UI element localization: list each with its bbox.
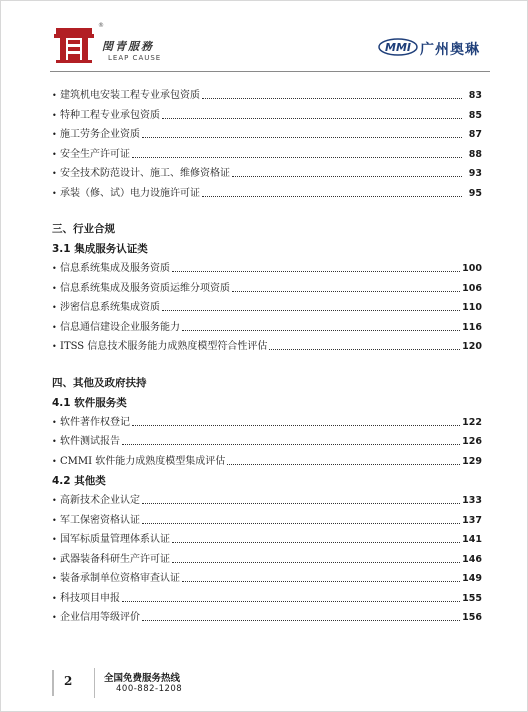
partner-logo: [378, 36, 498, 60]
toc-entry-title: 装备承制单位资格审查认证: [60, 573, 180, 584]
bullet-icon: •: [52, 535, 57, 544]
bullet-icon: •: [52, 91, 57, 100]
toc-entry-page: 83: [468, 90, 482, 101]
toc-entry-page: 133: [462, 495, 482, 506]
toc-entry-title: 科技项目申报: [60, 592, 120, 604]
toc-entry[interactable]: [52, 259, 482, 279]
hotline-number[interactable]: 400-882-1208: [116, 684, 183, 694]
subsection-heading[interactable]: 4.2 其他类: [52, 475, 106, 487]
footer-accent-bar: [52, 670, 54, 696]
dot-leader: [172, 271, 460, 272]
toc-entry-title: 安全生产许可证: [60, 148, 130, 160]
toc-group-1: [52, 86, 482, 203]
toc-entry[interactable]: [52, 569, 482, 589]
toc-entry-title: ITSS 信息技术服务能力成熟度模型符合性评估: [60, 341, 268, 352]
dot-leader: [182, 330, 460, 331]
toc-entry[interactable]: [52, 184, 482, 204]
toc-entry-page: 88: [468, 148, 482, 160]
dot-leader: [122, 444, 460, 445]
toc-entry-page: 106: [462, 282, 482, 294]
toc-entry[interactable]: [52, 106, 482, 126]
bullet-icon: •: [52, 130, 57, 139]
toc-entry[interactable]: [52, 318, 482, 338]
bullet-icon: •: [52, 149, 57, 159]
bullet-icon: •: [52, 515, 57, 525]
toc-entry[interactable]: [52, 279, 482, 299]
registered-mark: ®: [98, 22, 104, 29]
toc-entry-page: 141: [462, 534, 482, 545]
dot-leader: [162, 118, 462, 119]
partner-badge-text: MMI: [385, 41, 411, 54]
dot-leader: [202, 196, 462, 197]
toc-entry-title: 信息通信建设企业服务能力: [60, 321, 180, 333]
bullet-icon: •: [52, 169, 57, 178]
hotline-label: 全国免费服务热线: [104, 673, 181, 684]
bullet-icon: •: [52, 303, 57, 312]
toc-entry[interactable]: [52, 491, 482, 511]
subsection-heading[interactable]: 3.1 集成服务认证类: [52, 243, 148, 255]
dot-leader: [162, 310, 460, 311]
toc-entry[interactable]: [52, 432, 482, 452]
toc-entry-page: 156: [462, 612, 482, 623]
subsection-heading[interactable]: 4.1 软件服务类: [52, 396, 127, 409]
dot-leader: [142, 620, 460, 621]
dot-leader: [132, 157, 462, 158]
dot-leader: [172, 562, 460, 563]
bullet-icon: •: [52, 110, 57, 120]
toc-entry-title: 企业信用等级评价: [60, 612, 140, 623]
section-gap: [52, 357, 482, 373]
toc-entry[interactable]: [52, 608, 482, 628]
page-number: 2: [64, 674, 73, 688]
bullet-icon: •: [52, 322, 57, 332]
toc-entry-page: 85: [468, 109, 482, 121]
bullet-icon: •: [52, 437, 57, 446]
dot-leader: [269, 349, 460, 350]
page-footer: [0, 660, 528, 712]
dot-leader: [142, 503, 460, 504]
toc-entry[interactable]: [52, 164, 482, 184]
section-heading[interactable]: 四、其他及政府扶持: [52, 376, 147, 389]
toc-entry-title: 信息系统集成及服务资质运维分项资质: [60, 282, 230, 294]
bullet-icon: •: [52, 342, 57, 351]
toc-entry-title: 国军标质量管理体系认证: [60, 534, 170, 545]
header-divider: [50, 71, 490, 72]
footer-divider: [94, 668, 95, 698]
toc-entry-title: 涉密信息系统集成资质: [60, 302, 160, 313]
dot-leader: [232, 291, 460, 292]
partner-name: 广州奥琳: [420, 42, 480, 58]
toc-entry-page: 120: [462, 341, 482, 352]
toc-entry-title: 施工劳务企业资质: [60, 129, 140, 140]
bullet-icon: •: [52, 613, 57, 622]
dot-leader: [172, 542, 460, 543]
toc-entry-page: 149: [462, 573, 482, 584]
toc-entry-title: 武器装备科研生产许可证: [60, 553, 170, 565]
toc-entry[interactable]: [52, 413, 482, 433]
toc-entry[interactable]: [52, 337, 482, 357]
bullet-icon: •: [52, 188, 57, 198]
toc-entry[interactable]: [52, 145, 482, 165]
toc-entry-page: 110: [462, 302, 482, 313]
bullet-icon: •: [52, 554, 57, 564]
toc-entry[interactable]: [52, 550, 482, 570]
toc-entry-page: 155: [462, 592, 482, 604]
toc-entry[interactable]: [52, 530, 482, 550]
bullet-icon: •: [52, 264, 57, 273]
toc-entry[interactable]: [52, 452, 482, 472]
bullet-icon: •: [52, 496, 57, 505]
toc-entry-title: 软件测试报告: [60, 436, 120, 447]
dot-leader: [202, 98, 462, 99]
toc-entry-page: 95: [468, 187, 482, 199]
toc-entry-page: 100: [462, 263, 482, 274]
dot-leader: [142, 523, 460, 524]
dot-leader: [122, 601, 460, 602]
bullet-icon: •: [52, 574, 57, 583]
toc-entry-page: 122: [462, 416, 482, 428]
page-header: [0, 0, 528, 80]
dot-leader: [182, 581, 460, 582]
toc-entry-title: 承装（修、试）电力设施许可证: [60, 187, 200, 199]
dot-leader: [142, 137, 462, 138]
toc-entry-page: 129: [462, 455, 482, 467]
toc-entry-title: CMMI 软件能力成熟度模型集成评估: [60, 455, 226, 467]
toc-entry[interactable]: [52, 86, 482, 106]
toc-entry[interactable]: [52, 589, 482, 609]
mmi-badge-icon: [378, 38, 418, 56]
toc-entry-title: 安全技术防范设计、施工、维修资格证: [60, 168, 230, 179]
toc-entry-title: 软件著作权登记: [60, 416, 130, 428]
toc-entry-page: 87: [468, 129, 482, 140]
brand-mark-icon: [52, 22, 96, 66]
brand-logo: [52, 22, 172, 68]
dot-leader: [232, 176, 462, 177]
toc-entry-page: 116: [462, 321, 482, 333]
toc-entry-page: 137: [462, 514, 482, 526]
toc-entry-title: 信息系统集成及服务资质: [60, 263, 170, 274]
toc-entry[interactable]: [52, 511, 482, 531]
toc-section-4: [52, 373, 482, 628]
toc-section-3: [52, 219, 482, 357]
toc-entry-page: 146: [462, 553, 482, 565]
toc-entry-page: 93: [468, 168, 482, 179]
toc-entry-page: 126: [462, 436, 482, 447]
toc-entry-title: 军工保密资格认证: [60, 514, 140, 526]
bullet-icon: •: [52, 593, 57, 603]
dot-leader: [132, 425, 460, 426]
section-heading[interactable]: 三、行业合规: [52, 223, 115, 235]
dot-leader: [227, 464, 460, 465]
toc-entry[interactable]: [52, 125, 482, 145]
brand-name-en: LEAP CAUSE: [108, 54, 162, 62]
toc-entry-title: 高新技术企业认定: [60, 495, 140, 506]
bullet-icon: •: [52, 456, 57, 466]
bullet-icon: •: [52, 417, 57, 427]
bullet-icon: •: [52, 283, 57, 293]
toc-content: [52, 86, 482, 628]
toc-entry-title: 特种工程专业承包资质: [60, 109, 160, 121]
toc-entry[interactable]: [52, 298, 482, 318]
toc-entry-title: 建筑机电安装工程专业承包资质: [60, 90, 200, 101]
section-gap: [52, 203, 482, 219]
brand-name-cn: 閏青服務: [102, 40, 154, 53]
